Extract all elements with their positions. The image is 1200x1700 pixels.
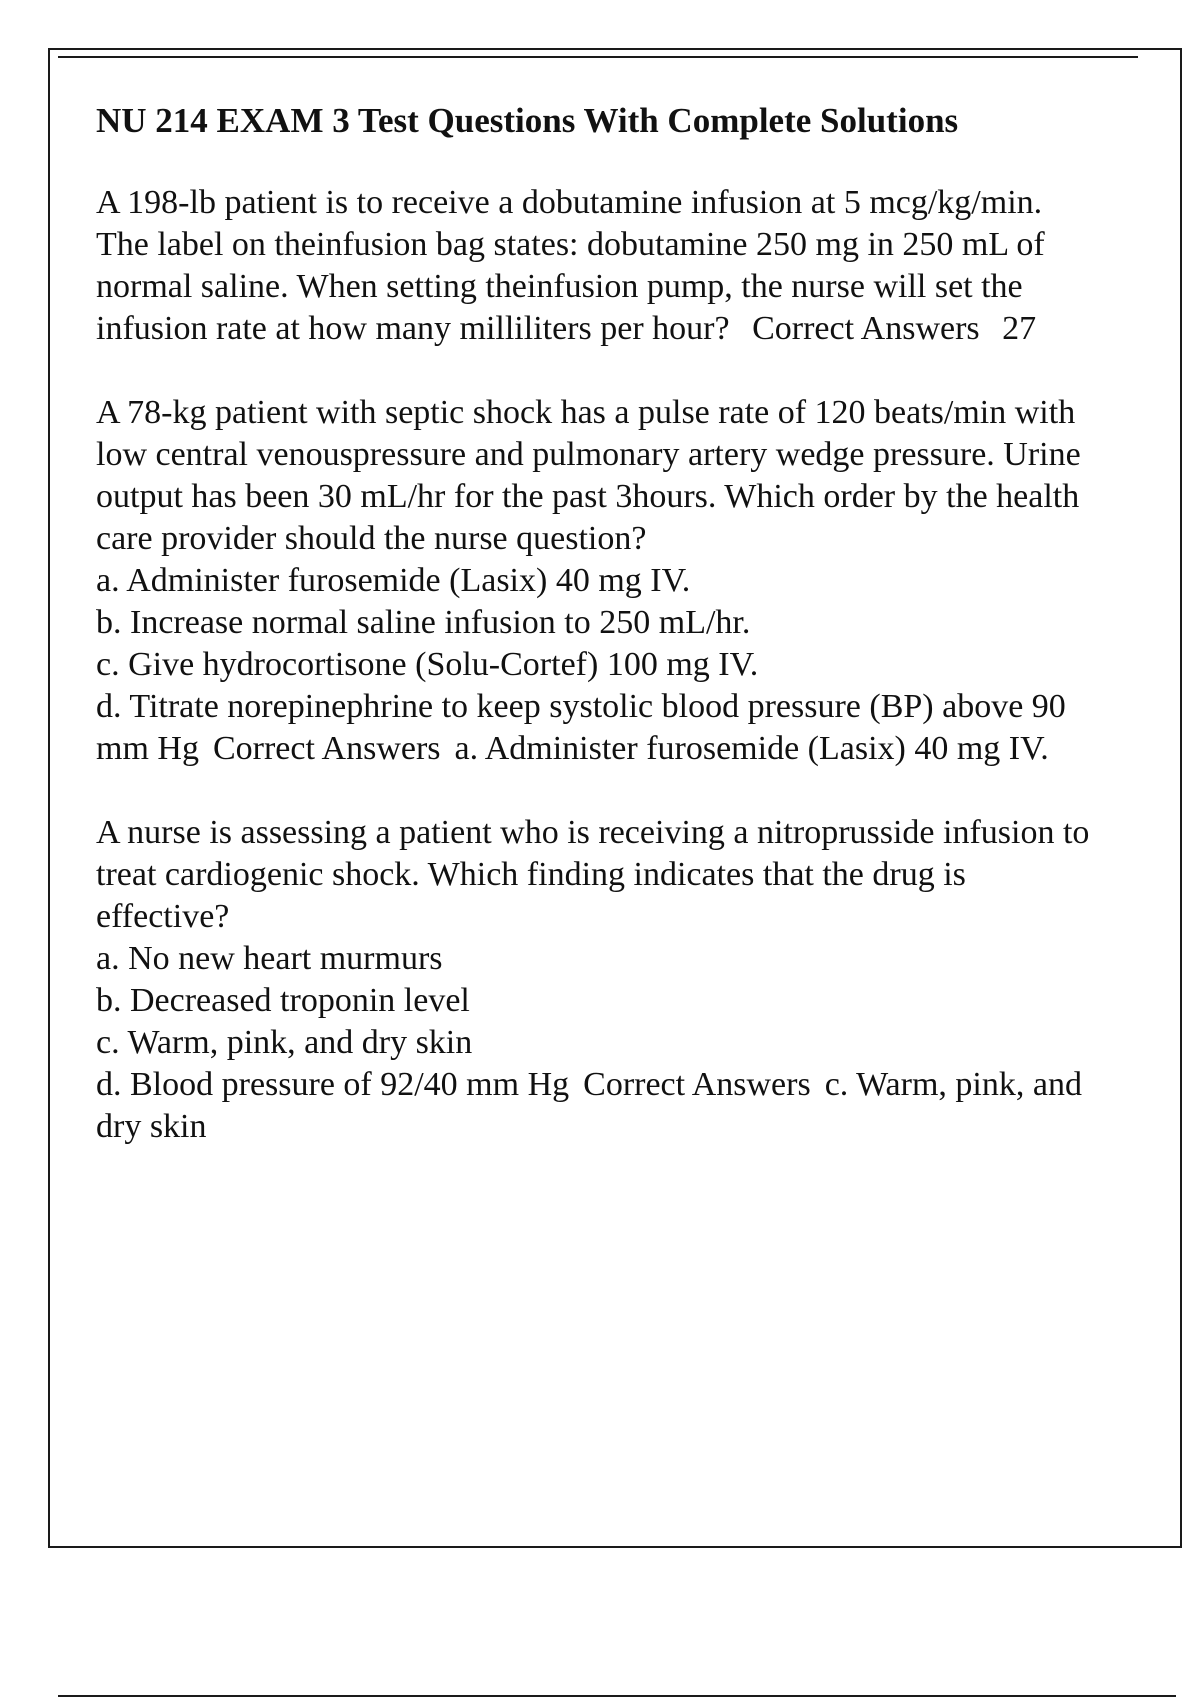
option-d-with-answer	[96, 1064, 1096, 1148]
option-a: a. No new heart murmurs	[96, 940, 443, 977]
top-rule	[58, 56, 1138, 58]
correct-answer: c. Warm, pink, and dry skin	[96, 1066, 1082, 1145]
document-content	[96, 100, 1096, 1190]
bottom-rule	[58, 1695, 1176, 1697]
question-text: A 78-kg patient with septic shock has a pulse rate of 120 beats/min with low central venouspressure and pulmonary artery wedge pressure. Urine output has been 30 mL/hr for the past 3hours. Which order by the health care provider should the nurse question?	[96, 394, 1081, 557]
option-a: a. Administer furosemide (Lasix) 40 mg IV.	[96, 562, 691, 599]
correct-answer: 27	[1002, 310, 1037, 347]
option-c: c. Give hydrocortisone (Solu-Cortef) 100 mg IV.	[96, 646, 759, 683]
option-d-with-answer	[96, 686, 1096, 770]
option-b: b. Decreased troponin level	[96, 982, 470, 1019]
correct-answers-label: Correct Answers	[583, 1066, 811, 1103]
document-title: NU 214 EXAM 3 Test Questions With Complete Solutions	[96, 101, 959, 140]
question-text: A nurse is assessing a patient who is receiving a nitroprusside infusion to treat cardiogenic shock. Which finding indicates that the drug is effective?	[96, 814, 1090, 935]
correct-answers-label: Correct Answers	[752, 310, 980, 347]
question-block-2	[96, 392, 1096, 770]
question-block-3	[96, 812, 1096, 1148]
correct-answers-label: Correct Answers	[212, 730, 441, 767]
option-d: d. Titrate norepinephrine to keep systolic blood pressure (BP) above 90 mm Hg	[96, 688, 1066, 767]
correct-answer: a. Administer furosemide (Lasix) 40 mg IV.	[454, 730, 1049, 767]
question-text: A 198-lb patient is to receive a dobutamine infusion at 5 mcg/kg/min. The label on theinfusion bag states: dobutamine 250 mg in 250 mL of normal saline. When setting theinfusion pump, the nurse will set the infusion rate at how many milliliters per hour?	[96, 184, 1045, 347]
option-b: b. Increase normal saline infusion to 250 mL/hr.	[96, 604, 751, 641]
option-c: c. Warm, pink, and dry skin	[96, 1024, 473, 1061]
option-d: d. Blood pressure of 92/40 mm Hg	[96, 1066, 570, 1103]
question-block-1	[96, 182, 1096, 350]
